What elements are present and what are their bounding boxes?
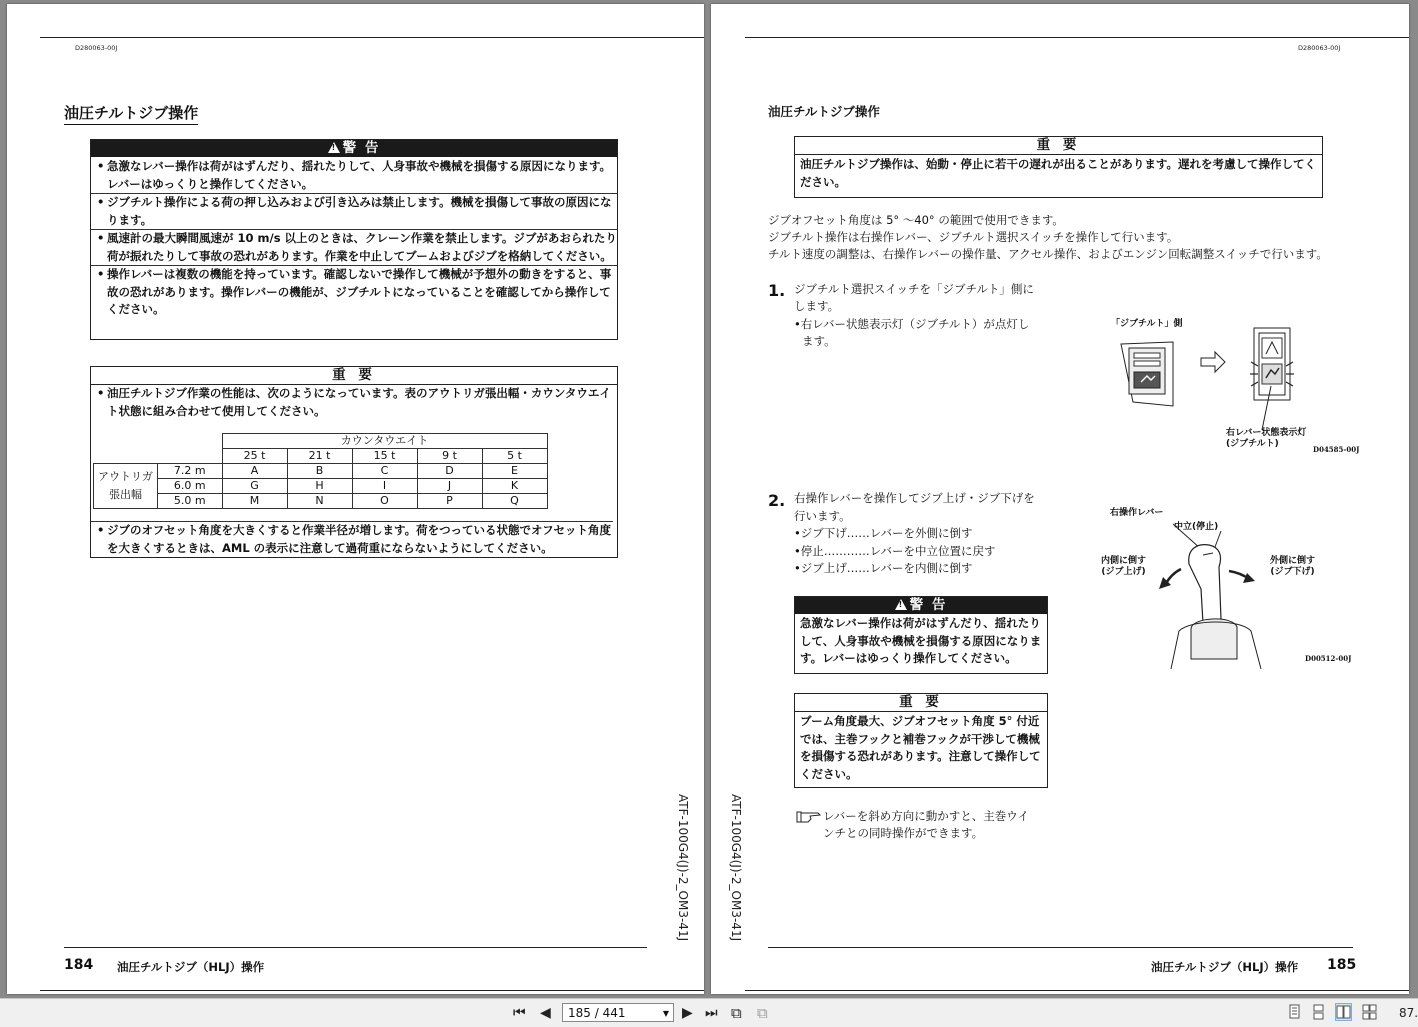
- outrigger-header: アウトリガ 張出幅: [94, 464, 158, 509]
- continuous-view-icon[interactable]: [1311, 1004, 1326, 1020]
- cw-col: 9 t: [417, 449, 482, 464]
- fig2-code: D00512-00J: [1305, 654, 1352, 663]
- row-label: 7.2 m: [158, 464, 223, 479]
- table-cell: E: [482, 464, 547, 479]
- step-text: ジブチルト選択スイッチを「ジブチルト」側に: [794, 282, 1034, 296]
- page-number: 185: [1327, 957, 1357, 973]
- intro-line: ジブチルト操作は右操作レバー、ジブチルト選択スイッチを操作して行います。: [768, 230, 1179, 244]
- important-header: 重 要: [91, 367, 617, 385]
- step-sub: ます。: [802, 334, 836, 348]
- footer-title: 油圧チルトジブ（HLJ）操作: [1151, 960, 1299, 974]
- prev-page-button[interactable]: ◀: [540, 1005, 551, 1021]
- viewer-toolbar: [0, 998, 1418, 1027]
- footer-rule: [64, 947, 647, 948]
- bottom-rule: [40, 990, 704, 991]
- footer-rule: [768, 947, 1353, 948]
- header-rule: [40, 37, 704, 38]
- fig2-label-lever: 右操作レバー: [1110, 508, 1164, 518]
- doc-id: D280063-00J: [1298, 44, 1341, 52]
- table-cell: P: [417, 494, 482, 509]
- warning-box: [90, 139, 618, 340]
- table-cell: Q: [482, 494, 547, 509]
- table-cell: D: [417, 464, 482, 479]
- step-sub: •停止…………レバーを中立位置に戻す: [794, 544, 996, 558]
- row-label: 5.0 m: [158, 494, 223, 509]
- step-sub: •右レバー状態表示灯（ジブチルト）が点灯し: [794, 317, 1030, 331]
- important-header: 重 要: [795, 694, 1047, 712]
- table-cell: H: [287, 479, 352, 494]
- intro-line: ジブオフセット角度は 5° ～40° の範囲で使用できます。: [768, 213, 1064, 227]
- header-rule: [745, 37, 1409, 38]
- intro-line: チルト速度の調整は、右操作レバーの操作量、アクセル操作、およびエンジン回転調整スイッチで行います。: [768, 247, 1328, 261]
- table-cell: I: [352, 479, 417, 494]
- step-sub: •ジブ下げ……レバーを外側に倒す: [794, 526, 973, 540]
- table-cell: N: [287, 494, 352, 509]
- warning-header: !警 告: [91, 140, 617, 157]
- important-box: [794, 136, 1323, 198]
- warning-text: 急激なレバー操作は荷がはずんだり、揺れたりして、人身事故や機械を損傷する原因になります。レバーはゆっくり操作してください。: [800, 616, 1042, 665]
- cw-col: 25 t: [222, 449, 287, 464]
- table-cell: K: [482, 479, 547, 494]
- row-label: 6.0 m: [158, 479, 223, 494]
- page-heading: 油圧チルトジブ操作: [64, 102, 198, 125]
- important-box: [90, 366, 618, 558]
- fig2-label-out: 外側に倒す (ジブ下げ): [1270, 556, 1316, 577]
- table-cell: O: [352, 494, 417, 509]
- important-text: 油圧チルトジブ操作は、始動・停止に若干の遅れが出ることがあります。遅れを考慮して操作してください。: [800, 157, 1316, 189]
- side-code: ATF-100G4(J)-2_OM3-41J: [729, 794, 743, 942]
- next-view-icon[interactable]: ⧉: [757, 1004, 768, 1022]
- step-number: 2.: [768, 491, 786, 510]
- dropdown-arrow-icon: ▼: [662, 1009, 669, 1018]
- left-page: [7, 4, 704, 994]
- table-cell: M: [222, 494, 287, 509]
- fig1-label-bottom: 右レバー状態表示灯 (ジブチルト): [1226, 428, 1307, 449]
- table-cell: G: [222, 479, 287, 494]
- cw-col: 5 t: [482, 449, 547, 464]
- important-item: • ジブのオフセット角度を大きくすると作業半径が増します。荷をつっている状態でオフセット角度を大きくするときは、AML の表示に注意して過荷重にならないようにしてください。: [91, 521, 613, 557]
- step-text: 右操作レバーを操作してジブ上げ・ジブ下げを: [794, 491, 1035, 505]
- single-page-view-icon[interactable]: [1287, 1004, 1302, 1020]
- important-box: [794, 693, 1048, 788]
- warning-item: • ジブチルト操作による荷の押し込みおよび引き込みは禁止します。機械を損傷して事故の原因になります。: [91, 193, 617, 229]
- fig1-label-top: 「ジブチルト」側: [1111, 319, 1183, 329]
- table-cell: C: [352, 464, 417, 479]
- page-number: 184: [64, 957, 94, 973]
- warning-item: • 急激なレバー操作は荷がはずんだり、揺れたりして、人身事故や機械を損傷する原因になります。レバーはゆっくりと操作してください。: [91, 157, 617, 193]
- performance-table: [93, 433, 548, 509]
- fig1-code: D04585-00J: [1313, 445, 1360, 454]
- pointing-hand-icon: [796, 810, 824, 824]
- table-cell: B: [287, 464, 352, 479]
- cw-header: カウンタウエイト: [222, 434, 547, 449]
- footer-title: 油圧チルトジブ（HLJ）操作: [117, 960, 265, 974]
- page-number-field[interactable]: 185 / 441 ▼: [562, 1003, 674, 1022]
- previous-view-icon[interactable]: ⧉: [731, 1004, 742, 1022]
- right-page: [711, 4, 1409, 994]
- warning-box: [794, 596, 1048, 674]
- two-page-continuous-icon[interactable]: [1362, 1004, 1377, 1020]
- note-text: ンチとの同時操作ができます。: [823, 826, 984, 840]
- warning-item: • 風速計の最大瞬間風速が 10 m/s 以上のときは、クレーン作業を禁止します。ジブがあおられたり荷が振れたりして事故の恐れがあります。作業を中止してブームおよびジブを格納してください。: [91, 229, 617, 265]
- zoom-level[interactable]: 87.: [1399, 1006, 1418, 1020]
- table-cell: A: [222, 464, 287, 479]
- side-code: ATF-100G4(J)-2_OM3-41J: [676, 794, 690, 942]
- cw-col: 15 t: [352, 449, 417, 464]
- step-sub: •ジブ上げ……レバーを内側に倒す: [794, 561, 973, 575]
- next-page-button[interactable]: ▶: [682, 1005, 693, 1021]
- fig2-label-in: 内側に倒す (ジブ上げ): [1101, 556, 1147, 577]
- cw-col: 21 t: [287, 449, 352, 464]
- important-header: 重 要: [795, 137, 1322, 155]
- fig2-label-neutral: 中立(停止): [1174, 522, 1219, 532]
- warning-header: !警 告: [795, 597, 1047, 614]
- page-heading: 油圧チルトジブ操作: [768, 104, 880, 119]
- first-page-button[interactable]: ⏮: [513, 1005, 526, 1021]
- warning-icon: [328, 142, 340, 153]
- lever-figure: [1151, 519, 1281, 669]
- bottom-rule: [745, 990, 1409, 991]
- step-text: 行います。: [794, 509, 851, 523]
- step-text: します。: [794, 299, 840, 313]
- important-text: ブーム角度最大、ジブオフセット角度 5° 付近では、主巻フックと補巻フックが干渉して機械を損傷する恐れがあります。注意して操作してください。: [800, 714, 1041, 781]
- note-text: レバーを斜め方向に動かすと、主巻ウイ: [823, 809, 1029, 823]
- last-page-button[interactable]: ⏭: [705, 1005, 718, 1021]
- warning-item: • 操作レバーは複数の機能を持っています。確認しないで操作して機械が予想外の動きをすると、事故の恐れがあります。操作レバーの機能が、ジブチルトになっていることを確認してから操作してください。: [91, 265, 617, 319]
- important-item: • 油圧チルトジブ作業の性能は、次のようになっています。表のアウトリガ張出幅・カウンタウエイト状態に組み合わせて使用してください。: [91, 385, 617, 420]
- warning-icon: [895, 599, 907, 610]
- doc-id: D280063-00J: [75, 44, 118, 52]
- two-page-view-icon[interactable]: [1336, 1004, 1351, 1020]
- table-cell: J: [417, 479, 482, 494]
- step-number: 1.: [768, 281, 786, 300]
